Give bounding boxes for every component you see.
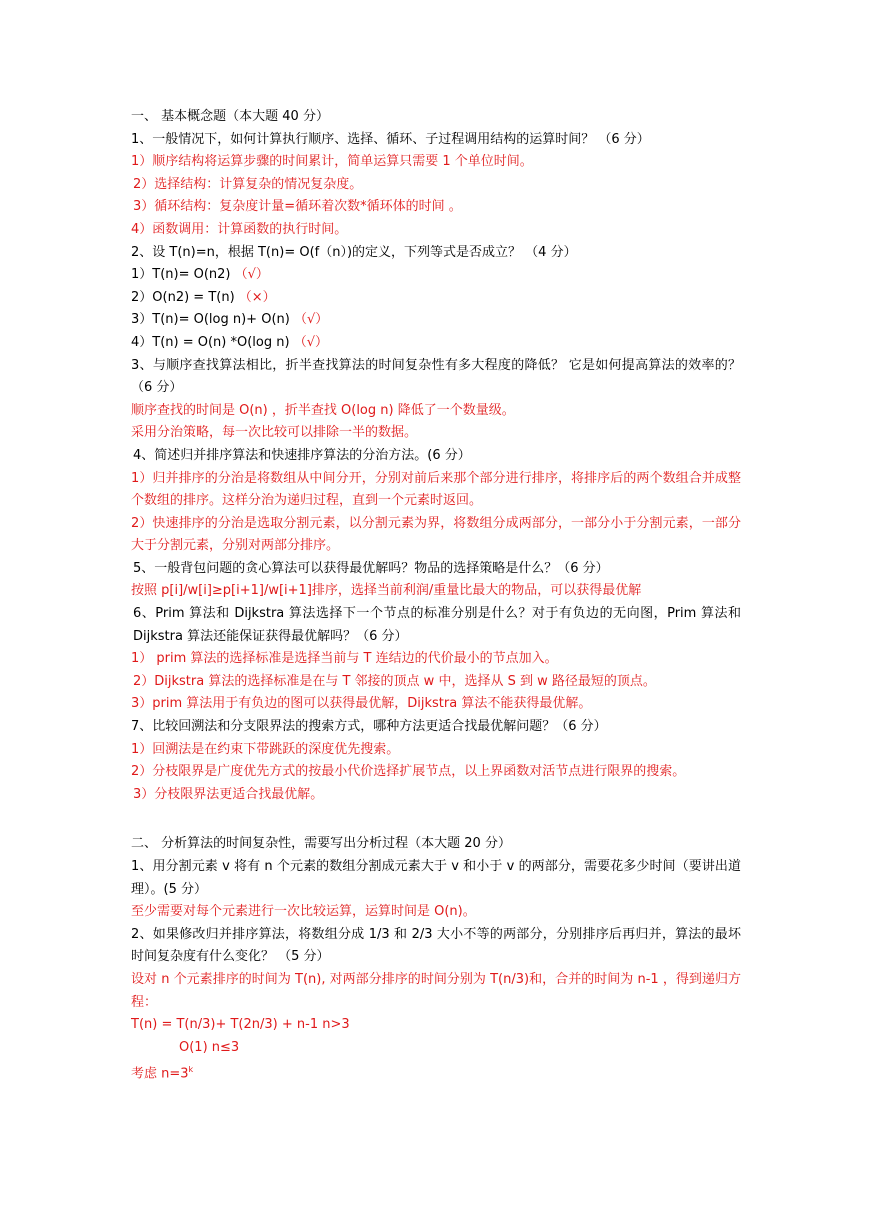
line-text: 3）循环结构：复杂度计量=循环着次数*循环体的时间 。 [133, 199, 462, 215]
answer-line [131, 671, 741, 694]
line-text: 1）归并排序的分治是将数组从中间分开，分别对前后来那个部分进行排序，将排序后的两个数组合并成整个数组的排序。这样分治为递归过程，直到一个元素时返回。 [131, 470, 741, 509]
answer-line [131, 400, 741, 423]
line-text: 7、比较回溯法和分支限界法的搜索方式，哪种方法更适合找最优解问题？（6 分） [131, 719, 607, 735]
question-line [131, 833, 741, 856]
answer-line [131, 901, 741, 924]
answer-line [131, 693, 741, 716]
line-text: 3）分枝限界法更适合找最优解。 [133, 786, 324, 802]
answer-line [131, 1014, 741, 1037]
line-text: 二、 分析算法的时间复杂性，需要写出分析过程（本大题 20 分） [131, 836, 511, 852]
question-line [131, 106, 741, 129]
line-text: 5、一般背包问题的贪心算法可以获得最优解吗？物品的选择策略是什么？（6 分） [133, 560, 609, 576]
line-text: 2）选择结构：计算复杂的情况复杂度。 [133, 176, 363, 192]
line-text: 2）快速排序的分治是选取分割元素，以分割元素为界，将数组分成两部分，一部分小于分割元素，一部分大于分割元素，分别对两部分排序。 [131, 515, 741, 554]
section-gap [131, 806, 741, 833]
question-line [131, 716, 741, 739]
answer-line [131, 580, 741, 603]
line-text: 顺序查找的时间是 O(n) ，折半查找 O(log n) 降低了一个数量级。 [131, 402, 515, 418]
line-text: 1）回溯法是在约束下带跳跃的深度优先搜索。 [131, 741, 400, 757]
line-text: 1） prim 算法的选择标准是选择当前与 T 连结边的代价最小的节点加入。 [131, 651, 558, 667]
question-line [131, 287, 741, 310]
question-line [131, 924, 741, 969]
answer-line [131, 648, 741, 671]
answer-line [131, 969, 741, 1014]
line-text: 1、用分割元素 v 将有 n 个元素的数组分割成元素大于 v 和小于 v 的两部分，需要花多少时间（要讲出道理）。(5 分） [131, 859, 741, 897]
answer-line [131, 739, 741, 762]
document-body [131, 106, 741, 1086]
answer-line [131, 422, 741, 445]
line-text: 1、一般情况下，如何计算执行顺序、选择、循环、子过程调用结构的运算时间？ （6 分） [131, 131, 650, 147]
line-text: 2、设 T(n)=n，根据 T(n)= O(f（n）)的定义，下列等式是否成立？ （4 分） [131, 244, 577, 260]
line-text: 考虑 n=3 [131, 1066, 189, 1082]
line-text: 1）顺序结构将运算步骤的时间累计，简单运算只需要 1 个单位时间。 [131, 154, 533, 170]
answer-line [131, 761, 741, 784]
answer-line [131, 513, 741, 558]
answer-line [131, 1037, 741, 1060]
line-text: O(1) n≤3 [179, 1039, 240, 1055]
answer-line [131, 468, 741, 513]
line-text: 一、 基本概念题（本大题 40 分） [131, 109, 329, 124]
line-text: 2、如果修改归并排序算法，将数组分成 1/3 和 2/3 大小不等的两部分，分别排序后再归并，算法的最坏时间复杂度有什么变化？ （5 分） [131, 926, 741, 965]
answer-mark: （√） [293, 334, 328, 350]
question-line [131, 355, 741, 400]
answer-line [131, 151, 741, 174]
answer-line [131, 174, 741, 197]
answer-line [131, 784, 741, 807]
question-line [131, 242, 741, 265]
line-text: 6、Prim 算法和 Dijkstra 算法选择下一个节点的标准分别是什么？对于有负边的无向图，Prim 算法和 Dijkstra 算法还能保证获得最优解吗？（6 分） [133, 606, 741, 644]
line-text: 采用分治策略，每一次比较可以排除一半的数据。 [131, 425, 418, 441]
line-text: 4、简述归并排序算法和快速排序算法的分治方法。(6 分） [133, 447, 471, 463]
question-line [131, 264, 741, 287]
line-text: 设对 n 个元素排序的时间为 T(n), 对两部分排序的时间分别为 T(n/3)和，合并的时间为 n-1 ，得到递归方程： [131, 971, 741, 1010]
answer-line [131, 1059, 741, 1086]
question-line [131, 309, 741, 332]
line-text: 3、与顺序查找算法相比，折半查找算法的时间复杂性有多大程度的降低？ 它是如何提高算法的效率的？ （6 分） [131, 357, 741, 396]
line-text: 4）T(n) = O(n) *O(log n) （√） [131, 334, 328, 350]
line-text: 3）prim 算法用于有负边的图可以获得最优解，Dijkstra 算法不能获得最优解。 [131, 696, 592, 712]
question-line [131, 332, 741, 355]
question-line [131, 129, 741, 152]
question-line [131, 856, 741, 901]
line-text: 至少需要对每个元素进行一次比较运算，运算时间是 O(n)。 [131, 904, 476, 920]
line-text: T(n) = T(n/3)+ T(2n/3) + n-1 n>3 [131, 1017, 350, 1033]
answer-mark: （×） [238, 289, 276, 305]
line-text: 2）O(n2) = T(n) （×） [131, 289, 276, 305]
line-text: 1）T(n)= O(n2) （√） [131, 267, 269, 283]
line-text: 2）Dijkstra 算法的选择标准是在与 T 邻接的顶点 w 中，选择从 S 到 w 路径最短的顶点。 [133, 673, 656, 689]
line-text: 3）T(n)= O(log n)+ O(n) （√） [131, 312, 329, 328]
line-text: 4）函数调用：计算函数的执行时间。 [131, 221, 348, 237]
line-text: 2）分枝限界是广度优先方式的按最小代价选择扩展节点，以上界函数对活节点进行限界的搜索。 [131, 764, 686, 780]
answer-mark: （√） [234, 267, 269, 283]
line-superscript: k [188, 1065, 194, 1075]
question-line [131, 558, 741, 581]
answer-line [131, 219, 741, 242]
question-line [131, 603, 741, 648]
answer-line [131, 196, 741, 219]
line-text: 按照 p[i]/w[i]≥p[i+1]/w[i+1]排序，选择当前利润/重量比最大的物品，可以获得最优解 [131, 583, 642, 599]
question-line [131, 445, 741, 468]
answer-mark: （√） [293, 312, 329, 328]
